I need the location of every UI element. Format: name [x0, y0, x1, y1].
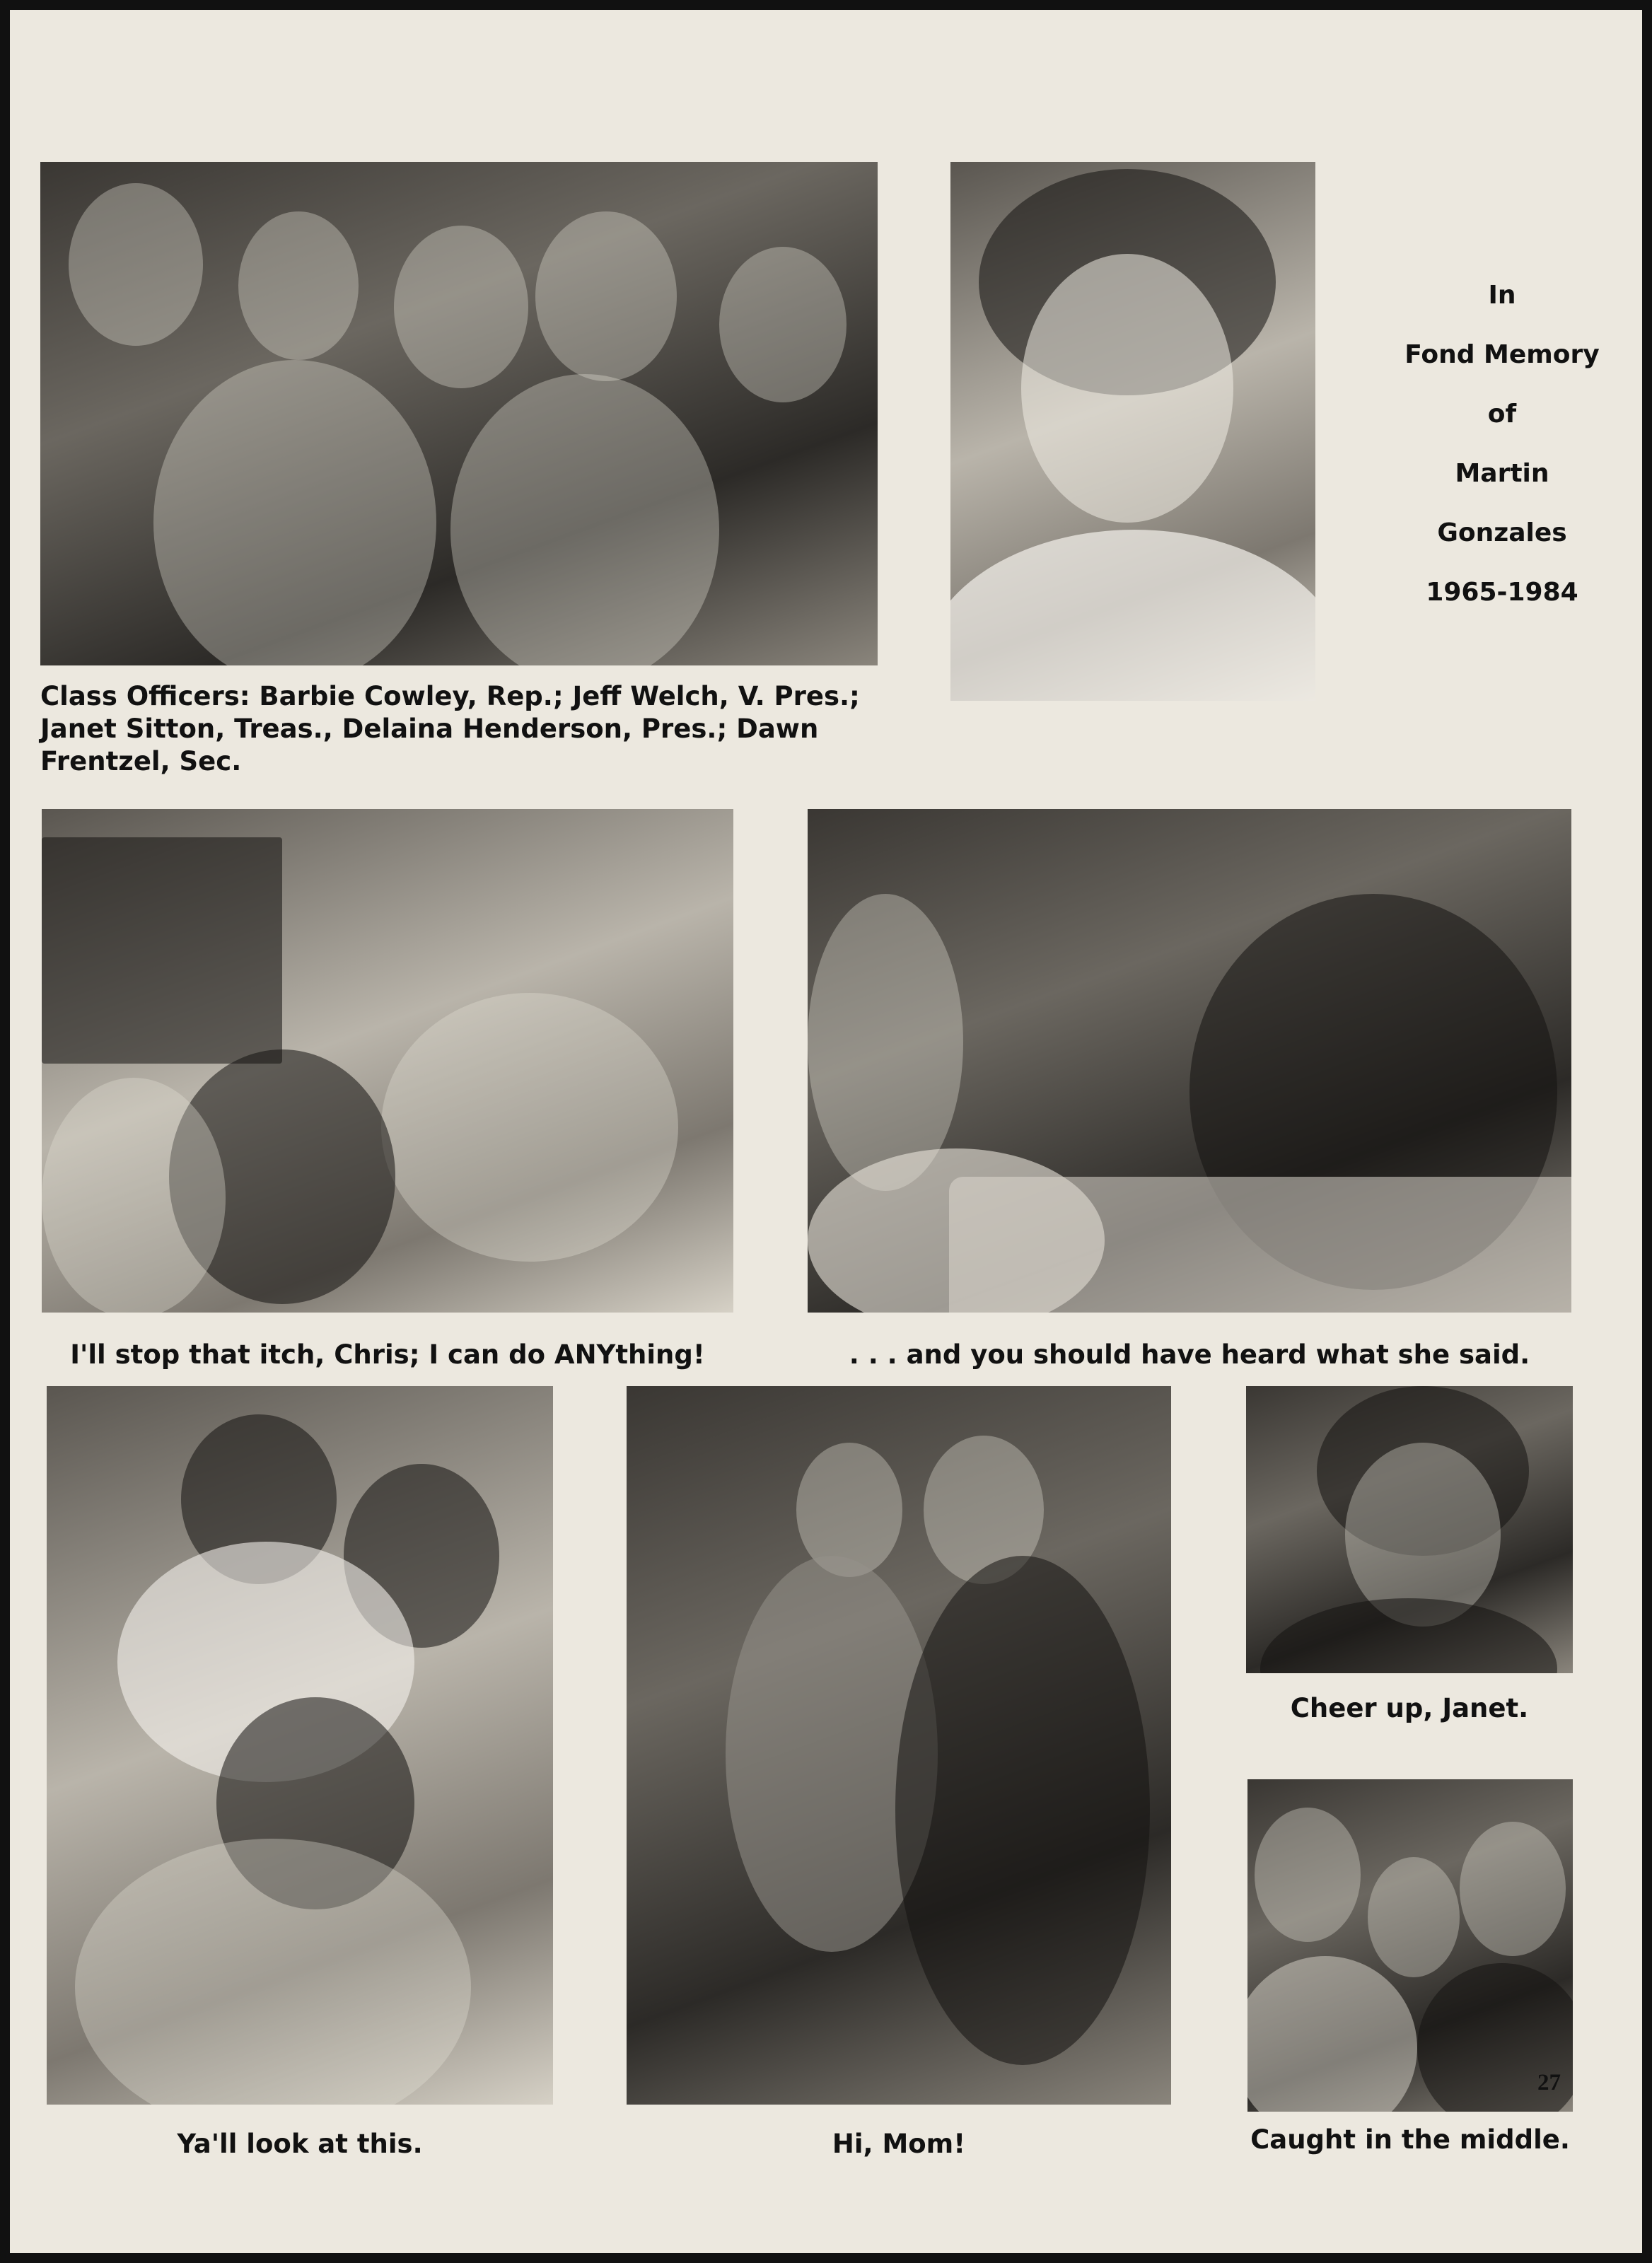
memorial-line-1: In [1488, 281, 1516, 310]
janet-photo [1246, 1386, 1573, 1673]
classroom-photo [42, 809, 733, 1313]
cheerleader-photo [627, 1386, 1171, 2105]
cafeteria-photo [808, 809, 1571, 1313]
memorial-line-4: Martin [1455, 459, 1549, 488]
janet-caption: Cheer up, Janet. [1290, 1693, 1529, 1723]
hair-caption: Ya'll look at this. [177, 2129, 423, 2159]
memorial-line-3: of [1487, 400, 1517, 429]
memorial-line-6: 1965-1984 [1426, 578, 1578, 607]
middle-caption: Caught in the middle. [1250, 2124, 1570, 2155]
cheerleader-caption: Hi, Mom! [832, 2129, 966, 2159]
memorial-portrait [950, 162, 1315, 701]
class-officers-caption: Class Officers: Barbie Cowley, Rep.; Jeff Welch, V. Pres.; Janet Sitton, Treas., Delaina Henderson, Pres.; Dawn Frentzel, Sec. [40, 681, 860, 776]
memorial-line-5: Gonzales [1437, 518, 1567, 547]
yearbook-page [10, 10, 1642, 2253]
hair-photo [47, 1386, 553, 2105]
page-number: 27 [1537, 2070, 1561, 2095]
middle-photo [1247, 1779, 1573, 2112]
memorial-text [1368, 266, 1636, 622]
memorial-line-2: Fond Memory [1404, 340, 1600, 369]
class-officers-photo [40, 162, 878, 665]
cafeteria-caption: . . . and you should have heard what she said. [849, 1339, 1530, 1370]
classroom-caption: I'll stop that itch, Chris; I can do ANYthing! [70, 1339, 705, 1370]
